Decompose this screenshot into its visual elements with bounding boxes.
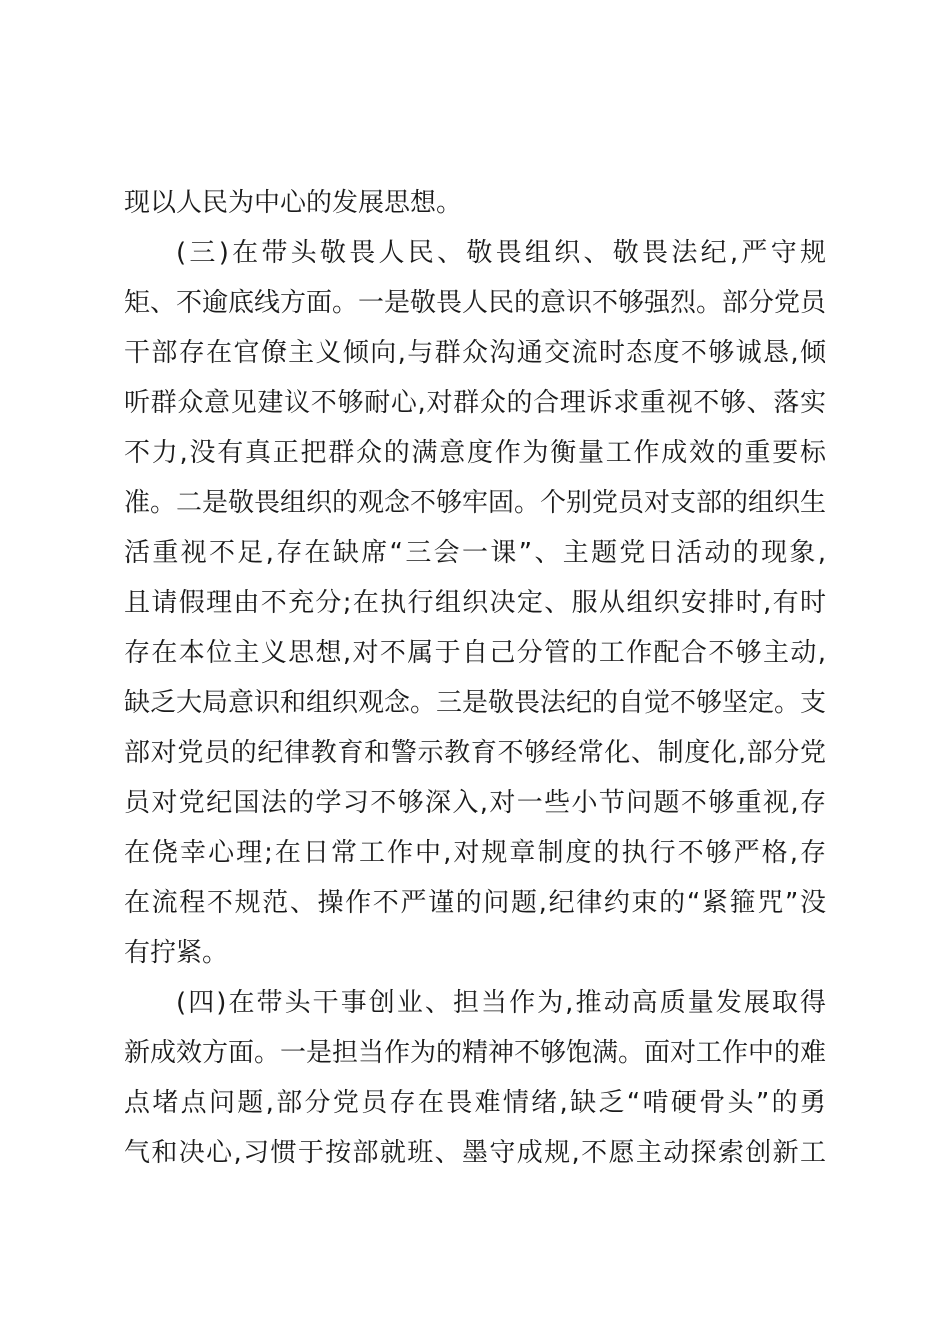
text-line: 员对党纪国法的学习不够深入,对一些小节问题不够重视,存 [124,788,826,818]
text-line: 干部存在官僚主义倾向,与群众沟通交流时态度不够诚恳,倾 [124,338,826,368]
text-line: 点堵点问题,部分党员存在畏难情绪,缺乏“啃硬骨头”的勇 [124,1088,826,1118]
text-line: 听群众意见建议不够耐心,对群众的合理诉求重视不够、落实 [124,388,826,418]
text-line: 且请假理由不充分;在执行组织决定、服从组织安排时,有时 [124,588,826,618]
text-line: 活重视不足,存在缺席“三会一课”、主题党日活动的现象, [124,538,826,568]
text-line: 部对党员的纪律教育和警示教育不够经常化、制度化,部分党 [124,738,826,768]
text-line: 有拧紧。 [124,938,229,968]
text-line: (四)在带头干事创业、担当作为,推动高质量发展取得 [176,988,826,1018]
text-line: 现以人民为中心的发展思想。 [124,188,463,218]
text-line: 缺乏大局意识和组织观念。三是敬畏法纪的自觉不够坚定。支 [124,688,827,718]
text-line: 在侥幸心理;在日常工作中,对规章制度的执行不够严格,存 [124,838,826,868]
text-line: (三)在带头敬畏人民、敬畏组织、敬畏法纪,严守规 [176,238,826,268]
text-line: 不力,没有真正把群众的满意度作为衡量工作成效的重要标 [124,438,826,468]
text-line: 气和决心,习惯于按部就班、墨守成规,不愿主动探索创新工 [124,1138,826,1168]
text-block [124,178,826,1178]
text-line: 准。二是敬畏组织的观念不够牢固。个别党员对支部的组织生 [124,488,827,518]
text-line: 新成效方面。一是担当作为的精神不够饱满。面对工作中的难 [124,1038,827,1068]
text-line: 在流程不规范、操作不严谨的问题,纪律约束的“紧箍咒”没 [124,888,826,918]
text-line: 矩、不逾底线方面。一是敬畏人民的意识不够强烈。部分党员 [124,288,827,318]
text-line: 存在本位主义思想,对不属于自己分管的工作配合不够主动, [124,638,826,668]
